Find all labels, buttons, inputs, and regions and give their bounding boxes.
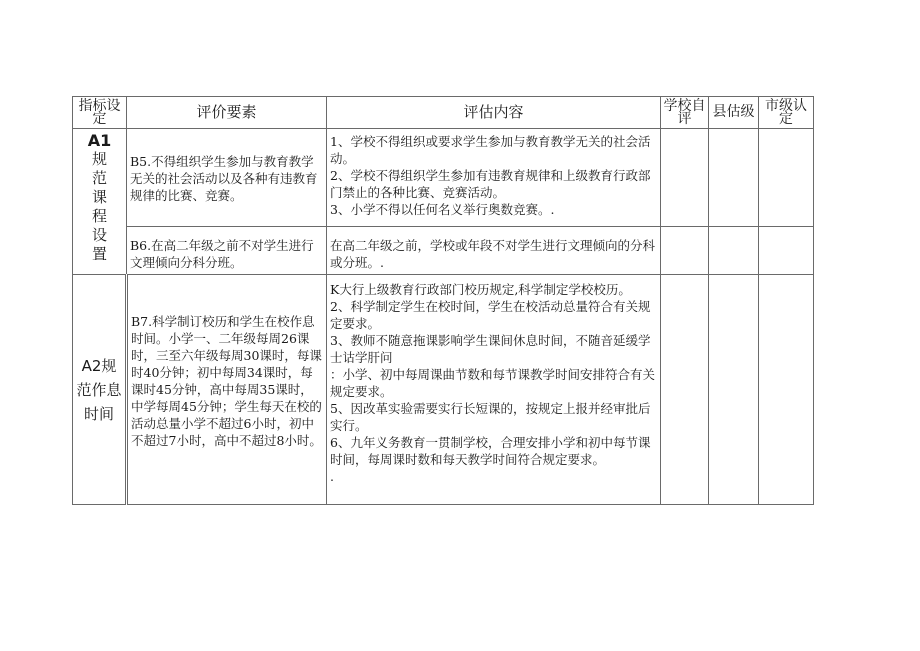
requirement-b5: B5.不得组织学生参加与教育教学无关的社会活动以及各种有违教育规律的比赛、竞赛。 — [127, 129, 327, 227]
content-b7-line-5: 5、因改革实验需要实行长短课的，按规定上报并经审批后实行。 — [330, 401, 651, 433]
content-b5-line-2: 2、学校不得组织学生参加有违教育规律和上级教育行政部门禁止的各种比赛、竞赛活动。 — [330, 168, 651, 200]
table-row-b6 — [73, 227, 814, 275]
evaluation-table — [72, 96, 814, 505]
school-self-eval-b6 — [661, 227, 709, 275]
content-b7 — [327, 275, 661, 505]
county-eval-b5 — [709, 129, 759, 227]
indicator-a2-label: A2规范作息时间 — [76, 356, 122, 423]
requirement-b7: B7.科学制订校历和学生在校作息时间。小学一、二年级每周26课时，三至六年级每周30课时，每课时40分钟；初中每周34课时，每课时45分钟，高中每周35课时，中学每周45分钟；学生每天在校的活动总量小学不超过6小时，初中不超过7小时，高中不超过8小时。 — [127, 275, 327, 505]
indicator-a2 — [73, 275, 127, 505]
content-b5-line-1: 1、学校不得组织或要求学生参加与教育教学无关的社会活动。 — [330, 134, 651, 166]
indicator-a1-label: 规范课程设置 — [91, 150, 107, 263]
city-confirm-b6 — [759, 227, 814, 275]
header-row — [73, 97, 814, 129]
header-evaluation-element: 评价要素 — [127, 97, 327, 129]
table-row-b7 — [73, 275, 814, 505]
city-confirm-b7 — [759, 275, 814, 505]
content-b7-line-4: ：小学、初中每周课曲节数和每节课教学时间安排符合有关规定要求。 — [330, 367, 656, 399]
header-county-eval: 县估级 — [709, 97, 759, 129]
content-b7-line-6: 6、九年义务教育一贯制学校，合理安排小学和初中每节课时间，每周课时数和每天教学时间符合规定要求。 — [330, 435, 651, 467]
content-b5-line-3: 3、小学不得以任何名义举行奥数竞赛。. — [330, 202, 555, 217]
content-b7-line-7: . — [330, 469, 334, 484]
content-b6: 在高二年级之前，学校或年段不对学生进行文理倾向的分科或分班。. — [327, 227, 661, 275]
school-self-eval-b7 — [661, 275, 709, 505]
header-city-confirm: 市级认定 — [759, 97, 814, 129]
table-row-b5 — [73, 129, 814, 227]
school-self-eval-b5 — [661, 129, 709, 227]
county-eval-b6 — [709, 227, 759, 275]
indicator-a1-code: A1 — [87, 131, 112, 150]
city-confirm-b5 — [759, 129, 814, 227]
content-b7-line-1: K大行上级教育行政部门校历规定,科学制定学校校历。 — [330, 282, 631, 297]
requirement-b6: B6.在高二年级之前不对学生进行文理倾向分科分班。 — [127, 227, 327, 275]
content-b5 — [327, 129, 661, 227]
header-assessment-content: 评估内容 — [327, 97, 661, 129]
header-indicator: 指标设定 — [73, 97, 127, 129]
header-school-self-eval: 学校自评 — [661, 97, 709, 129]
content-b7-line-3: 3、教师不随意拖课影响学生课间休息时间，不随音延缓学士诂学肝问 — [330, 333, 651, 365]
content-b7-line-2: 2、科学制定学生在校时间，学生在校活动总量符合有关规定要求。 — [330, 299, 651, 331]
indicator-a1 — [73, 129, 127, 275]
county-eval-b7 — [709, 275, 759, 505]
